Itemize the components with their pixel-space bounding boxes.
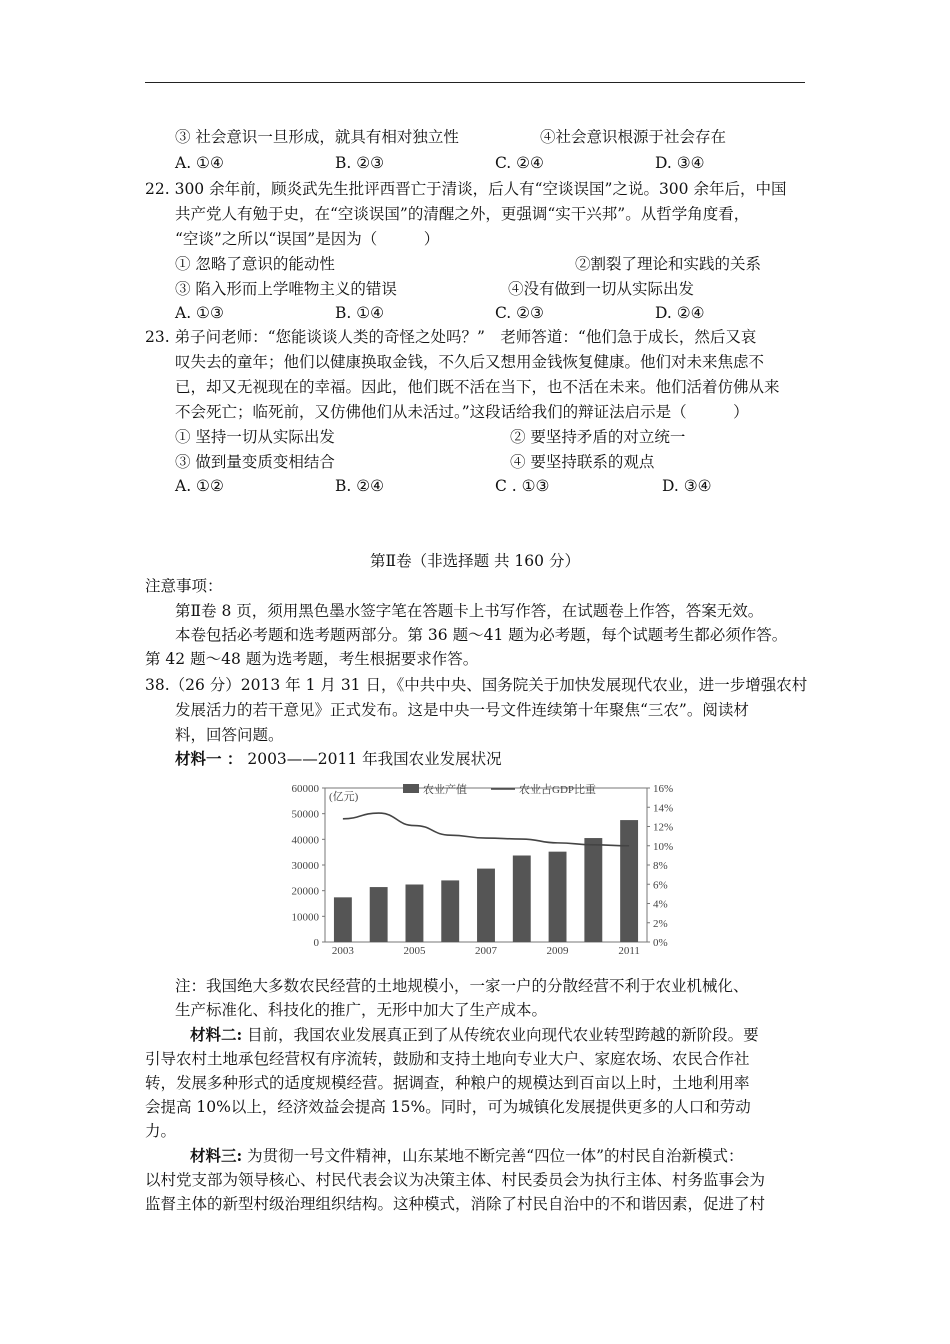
section-2-title: 第Ⅱ卷（非选择题 共 160 分）	[370, 552, 580, 570]
material-2-line-1	[190, 1024, 759, 1046]
y-right-tick-label: 2%	[653, 917, 668, 930]
q38-stem-line-1: 38.（26 分）2013 年 1 月 31 日，《中共中央、国务院关于加快发展现代农业，进一步增强农村	[145, 676, 808, 694]
material-2-text: 目前，我国农业发展真正到了从传统农业向现代农业转型跨越的新阶段。要	[247, 1026, 759, 1044]
q22-option-c[interactable]: C. ②③	[495, 304, 544, 322]
notice-label: 注意事项：	[145, 577, 223, 595]
legend-line-label: 农业占GDP比重	[519, 784, 597, 796]
y-left-tick-label: 40000	[291, 834, 319, 847]
x-tick-label: 2007	[475, 945, 497, 954]
x-tick-label: 2011	[618, 945, 640, 954]
q23-item-2: ② 要坚持矛盾的对立统一	[510, 428, 686, 446]
bar-2003	[334, 897, 352, 942]
agriculture-chart	[255, 778, 695, 954]
q23-stem-line-3: 已，却又无视现在的幸福。因此，他们既不活在当下，也不活在未来。他们活着仿佛从来	[175, 378, 780, 396]
y-left-tick-label: 20000	[291, 885, 319, 898]
y-right-tick-label: 12%	[653, 821, 674, 834]
note-line-2: 生产标准化、科技化的推广，无形中加大了生产成本。	[175, 1001, 548, 1019]
q23-stem-line-1: 23. 弟子问老师：“您能谈谈人类的奇怪之处吗？” 老师答道：“他们急于成长，然后又哀	[145, 328, 757, 346]
x-tick-label: 2009	[546, 945, 569, 954]
q38-stem-line-3: 料，回答问题。	[175, 726, 284, 744]
material-2-line-5: 力。	[145, 1122, 177, 1140]
q38-stem-line-2: 发展活力的若干意见》正式发布。这是中央一号文件连续第十年聚焦“三农”。阅读材	[175, 701, 749, 719]
chart-legend	[403, 782, 596, 796]
y-right-tick-label: 6%	[653, 879, 668, 892]
x-tick-label: 2003	[331, 945, 354, 954]
q23-item-4: ④ 要坚持联系的观点	[510, 453, 655, 471]
q23-item-1: ① 坚持一切从实际出发	[175, 428, 335, 446]
notice-line-3: 第 42 题～48 题为选考题，考生根据要求作答。	[145, 650, 479, 668]
y-left-tick-label: 30000	[291, 860, 319, 872]
bar-2007	[477, 869, 495, 942]
material-3-line-1	[190, 1145, 744, 1167]
q23-option-c[interactable]: C . ①③	[495, 477, 550, 495]
y-left-tick-label: 0	[313, 937, 319, 949]
y-right-tick-label: 14%	[653, 802, 674, 815]
y-right-tick-label: 8%	[653, 860, 668, 872]
material-1-heading	[175, 748, 502, 770]
q22-stem-line-1: 22. 300 余年前，顾炎武先生批评西晋亡于清谈，后人有“空谈误国”之说。300 余年后，中国	[145, 180, 787, 198]
material-2-line-3: 转，发展多种形式的适度规模经营。据调查，种粮户的规模达到百亩以上时，土地利用率	[145, 1074, 750, 1092]
note-line-1: 注：我国绝大多数农民经营的土地规模小，一家一户的分散经营不利于农业机械化、	[175, 977, 749, 995]
legend-bar-swatch	[403, 784, 419, 793]
y-right-tick-label: 16%	[653, 783, 674, 795]
q22-item-2: ②割裂了理论和实践的关系	[575, 255, 762, 273]
q22-option-d[interactable]: D. ②④	[655, 304, 705, 322]
bar-2004	[370, 887, 388, 942]
material-2-line-4: 会提高 10%以上，经济效益会提高 15%。同时，可为城镇化发展提供更多的人口和劳动	[145, 1098, 751, 1116]
y-left-tick-label: 60000	[291, 783, 319, 795]
material-3-line-3: 监督主体的新型村级治理组织结构。这种模式，消除了村民自治中的不和谐因素，促进了村	[145, 1195, 766, 1213]
material-3-label: 材料三:	[190, 1146, 243, 1165]
q22-item-3: ③ 陷入形而上学唯物主义的错误	[175, 280, 397, 298]
y-left-unit-label: (亿元)	[329, 791, 359, 803]
y-right-tick-label: 4%	[653, 898, 668, 911]
y-left-tick-label: 50000	[291, 808, 319, 821]
bar-2011	[620, 820, 638, 942]
q23-option-d[interactable]: D. ③④	[662, 477, 712, 495]
q23-item-3: ③ 做到量变质变相结合	[175, 453, 335, 471]
material-1-caption: 2003——2011 年我国农业发展状况	[247, 750, 502, 768]
q23-option-a[interactable]: A. ①②	[175, 477, 224, 495]
y-left-tick-label: 10000	[291, 911, 319, 924]
q21-item-4: ④社会意识根源于社会存在	[540, 128, 727, 146]
q23-stem-line-4: 不会死亡；临死前，又仿佛他们从未活过。”这段话给我们的辩证法启示是（ ）	[175, 403, 749, 421]
material-2-line-2: 引导农村土地承包经营权有序流转，鼓励和支持土地向专业大户、家庭农场、农民合作社	[145, 1050, 750, 1068]
q22-stem-line-2: 共产党人有勉于史，在“空谈误国”的清醒之外，更强调“实干兴邦”。从哲学角度看，	[175, 205, 750, 223]
bar-2010	[584, 838, 602, 942]
q22-option-a[interactable]: A. ①③	[175, 304, 224, 322]
y-right-tick-label: 0%	[653, 937, 668, 949]
q22-stem-line-3: “空谈”之所以“误国”是因为（ ）	[175, 230, 440, 248]
y-right-tick-label: 10%	[653, 840, 674, 853]
header-rule	[145, 82, 805, 83]
bar-2005	[406, 885, 424, 942]
bar-2009	[549, 852, 567, 942]
material-1-label: 材料一 ：	[175, 749, 243, 768]
q21-option-a[interactable]: A. ①④	[175, 154, 224, 172]
q21-item-3: ③ 社会意识一旦形成，就具有相对独立性	[175, 128, 459, 146]
q22-item-1: ① 忽略了意识的能动性	[175, 255, 335, 273]
notice-line-2: 本卷包括必考题和选考题两部分。第 36 题～41 题为必考题，每个试题考生都必须作答。	[175, 626, 788, 644]
bar-2006	[441, 880, 459, 942]
notice-line-1: 第Ⅱ卷 8 页，须用黑色墨水签字笔在答题卡上书写作答，在试题卷上作答，答案无效。	[175, 602, 764, 620]
q23-stem-line-2: 叹失去的童年；他们以健康换取金钱，不久后又想用金钱恢复健康。他们对未来焦虑不	[175, 353, 765, 371]
x-tick-label: 2005	[403, 945, 426, 954]
q21-option-b[interactable]: B. ②③	[335, 154, 385, 172]
material-3-line-2: 以村党支部为领导核心、村民代表会议为决策主体、村民委员会为执行主体、村务监事会为	[145, 1171, 766, 1189]
q22-option-b[interactable]: B. ①④	[335, 304, 385, 322]
bar-2008	[513, 856, 531, 942]
q22-item-4: ④没有做到一切从实际出发	[508, 280, 695, 298]
legend-bar-label: 农业产值	[423, 784, 467, 796]
q21-option-d[interactable]: D. ③④	[655, 154, 705, 172]
material-2-label: 材料二:	[190, 1025, 243, 1044]
material-3-text: 为贯彻一号文件精神，山东某地不断完善“四位一体”的村民自治新模式：	[247, 1147, 744, 1165]
q23-option-b[interactable]: B. ②④	[335, 477, 385, 495]
q21-option-c[interactable]: C. ②④	[495, 154, 544, 172]
